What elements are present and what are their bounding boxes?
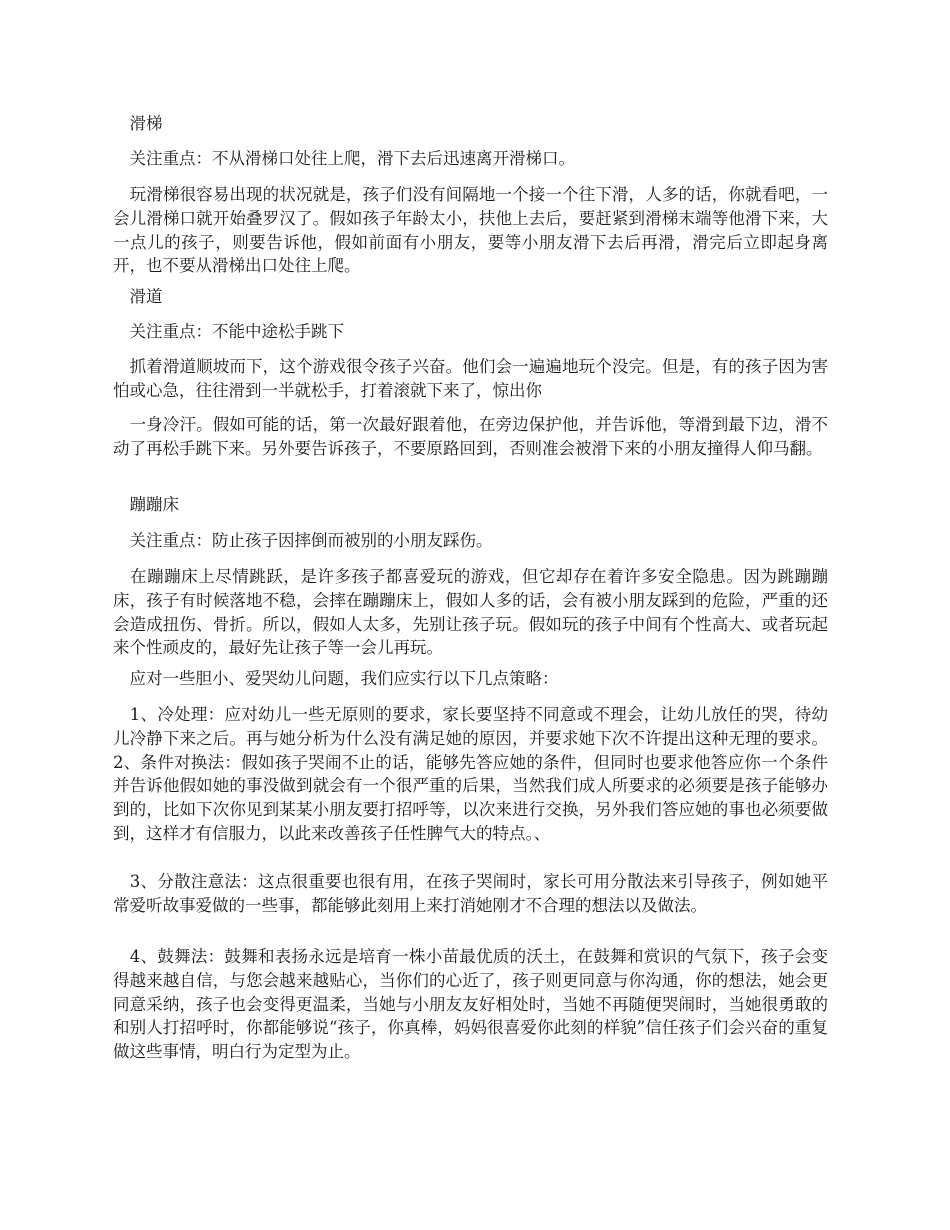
paragraph-chute-body-1: 抓着滑道顺坡而下，这个游戏很令孩子兴奋。他们会一遍遍地玩个没完。但是，有的孩子因为害怕或心急，往往滑到一半就松手，打着滚就下来了，惊出你 <box>113 357 828 400</box>
paragraph-trampoline-focus: 关注重点：防止孩子因摔倒而被别的小朋友踩伤。 <box>113 531 493 550</box>
heading-slide: 滑梯 <box>113 114 163 133</box>
paragraph-chute-focus: 关注重点：不能中途松手跳下 <box>113 322 344 341</box>
paragraph-strategy-1-2: 1、冷处理：应对幼儿一些无原则的要求，家长要坚持不同意或不理会，让幼儿放任的哭，待幼儿冷静下来之后。再与她分析为什么没有满足她的原因，并要求她下次不许提出这种无理的要求。2、条件对换法：假如孩子哭闹不止的话，能够先答应她的条件，但同时也要求他答应你一个条件并告诉他假如她的事没做到就会有一个很严重的后果，当然我们成人所要求的必须要是孩子能够办到的，比如下次你见到某某小朋友要打招呼等，以次来进行交换，另外我们答应她的事也必须要做到，这样才有信服力，以此来改善孩子任性脾气大的特点。、 <box>113 705 828 843</box>
heading-chute: 滑道 <box>113 287 163 306</box>
paragraph-strategy-intro: 应对一些胆小、爱哭幼儿问题，我们应实行以下几点策略： <box>113 669 559 688</box>
paragraph-slide-body: 玩滑梯很容易出现的状况就是，孩子们没有间隔地一个接一个往下滑，人多的话，你就看吧，一会儿滑梯口就开始叠罗汉了。假如孩子年龄太小，扶他上去后，要赶紧到滑梯末端等他滑下来，大一点儿的孩子，则要告诉他，假如前面有小朋友，要等小朋友滑下去后再滑，滑完后立即起身离开，也不要从滑梯出口处往上爬。 <box>113 185 828 276</box>
paragraph-trampoline-body: 在蹦蹦床上尽情跳跃，是许多孩子都喜爱玩的游戏，但它却存在着许多安全隐患。因为跳蹦蹦床，孩子有时候落地不稳，会摔在蹦蹦床上，假如人多的话，会有被小朋友踩到的危险，严重的还会造成扭伤、骨折。所以，假如人太多，先别让孩子玩。假如玩的孩子中间有个性高大、或者玩起来个性顽皮的，最好先让孩子等一会儿再玩。 <box>113 567 828 658</box>
heading-trampoline: 蹦蹦床 <box>113 495 179 514</box>
paragraph-strategy-4: 4、鼓舞法：鼓舞和表扬永远是培育一株小苗最优质的沃土，在鼓舞和赏识的气氛下，孩子会变得越来越自信，与您会越来越贴心，当你们的心近了，孩子则更同意与你沟通，你的想法，她会更同意采纳，孩子也会变得更温柔，当她与小朋友友好相处时，当她不再随便哭闹时，当她很勇敢的和别人打招呼时，你都能够说“孩子，你真棒，妈妈很喜爱你此刻的样貌”信任孩子们会兴奋的重复做这些事情，明白行为定型为止。 <box>113 947 828 1062</box>
paragraph-chute-body-2: 一身冷汗。假如可能的话，第一次最好跟着他，在旁边保护他，并告诉他，等滑到最下边，滑不动了再松手跳下来。另外要告诉孩子，不要原路回到，否则准会被滑下来的小朋友撞得人仰马翻。 <box>113 415 828 458</box>
paragraph-slide-focus: 关注重点：不从滑梯口处往上爬，滑下去后迅速离开滑梯口。 <box>113 149 575 168</box>
paragraph-strategy-3: 3、分散注意法：这点很重要也很有用，在孩子哭闹时，家长可用分散法来引导孩子，例如她平常爱听故事爱做的一些事，都能够此刻用上来打消她刚才不合理的想法以及做法。 <box>113 872 828 915</box>
